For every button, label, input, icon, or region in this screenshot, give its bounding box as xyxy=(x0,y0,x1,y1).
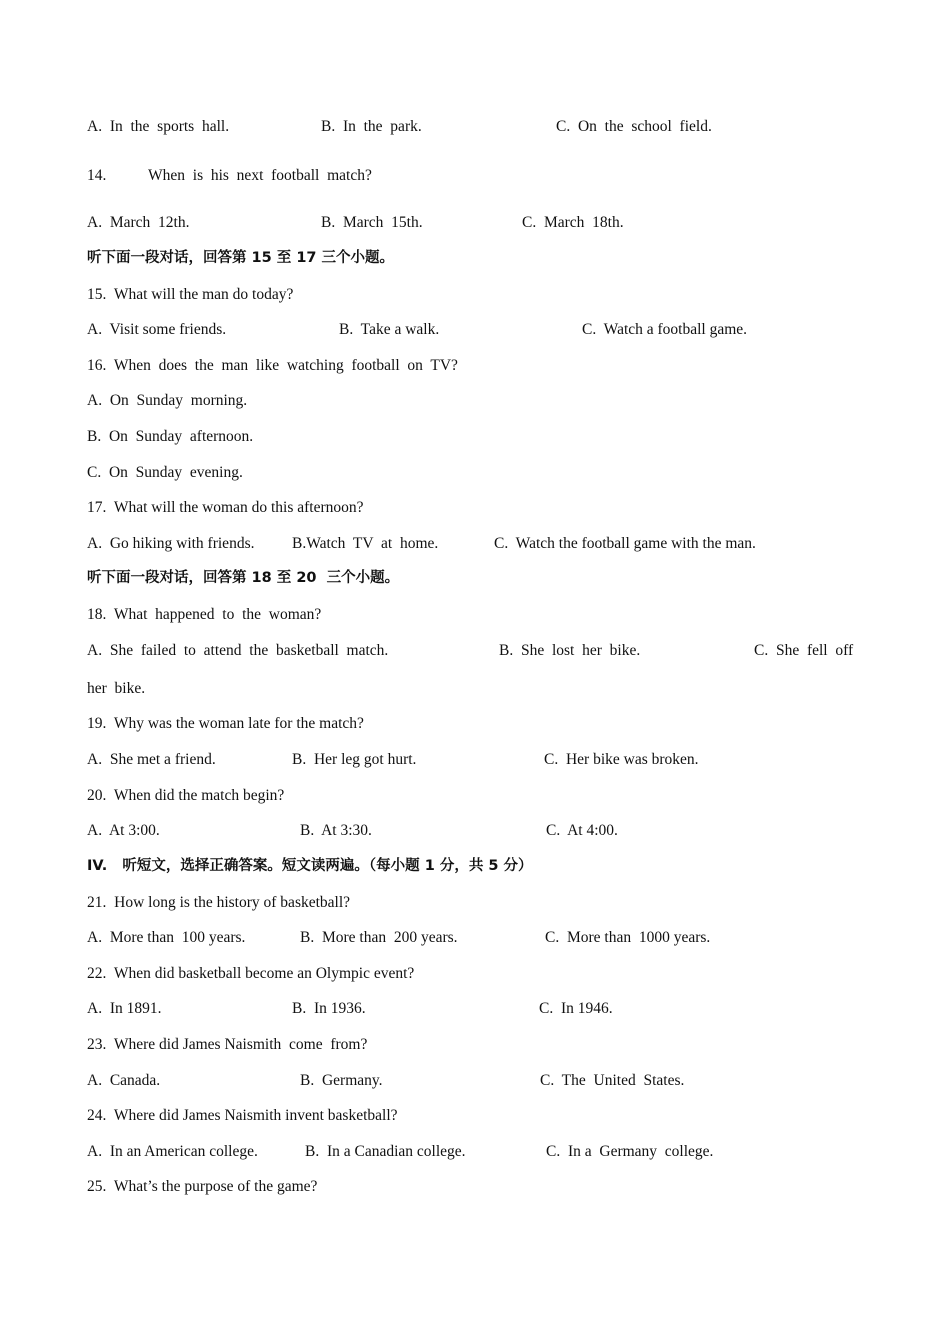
q24-question: 24. Where did James Naismith invent basketball? xyxy=(87,1107,398,1124)
q14-option-c: C. March 18th. xyxy=(522,214,624,231)
q13-option-b: B. In the park. xyxy=(321,118,422,135)
q17-option-c: C. Watch the football game with the man. xyxy=(494,535,756,552)
q22-option-b: B. In 1936. xyxy=(292,1000,366,1017)
q22-option-a: A. In 1891. xyxy=(87,1000,162,1017)
q21-option-c: C. More than 1000 years. xyxy=(545,929,711,946)
q24-option-a: A. In an American college. xyxy=(87,1143,258,1160)
q20-option-b: B. At 3:30. xyxy=(300,822,372,839)
q21-option-b: B. More than 200 years. xyxy=(300,929,458,946)
q18-option-a: A. She failed to attend the basketball match. xyxy=(87,642,389,659)
q22-option-c: C. In 1946. xyxy=(539,1000,613,1017)
q16-option-c: C. On Sunday evening. xyxy=(87,464,243,481)
q17-question: 17. What will the woman do this afternoon? xyxy=(87,499,364,516)
q20-question: 20. When did the match begin? xyxy=(87,787,285,804)
q18-option-c-continued: her bike. xyxy=(87,680,146,697)
section-heading-18-20: 听下面一段对话，回答第 18 至 20 三个小题。 xyxy=(87,570,400,586)
q21-option-a: A. More than 100 years. xyxy=(87,929,246,946)
q20-option-c: C. At 4:00. xyxy=(546,822,618,839)
q25-question: 25. What’s the purpose of the game? xyxy=(87,1178,318,1195)
q17-option-a: A. Go hiking with friends. xyxy=(87,535,255,552)
q23-option-b: B. Germany. xyxy=(300,1072,383,1089)
q13-option-a: A. In the sports hall. xyxy=(87,118,230,135)
q14-question: When is his next football match? xyxy=(148,167,372,184)
q18-option-b: B. She lost her bike. xyxy=(499,642,641,659)
q19-option-c: C. Her bike was broken. xyxy=(544,751,699,768)
q14-number: 14. xyxy=(87,167,107,184)
q17-option-b: B.Watch TV at home. xyxy=(292,535,439,552)
q15-option-b: B. Take a walk. xyxy=(339,321,440,338)
q23-option-a: A. Canada. xyxy=(87,1072,161,1089)
q19-question: 19. Why was the woman late for the match? xyxy=(87,715,364,732)
q19-option-b: B. Her leg got hurt. xyxy=(292,751,417,768)
q24-option-c: C. In a Germany college. xyxy=(546,1143,714,1160)
q22-question: 22. When did basketball become an Olympic event? xyxy=(87,965,415,982)
q18-option-c: C. She fell off xyxy=(754,642,854,659)
q23-option-c: C. The United States. xyxy=(540,1072,685,1089)
q14-option-b: B. March 15th. xyxy=(321,214,423,231)
q13-option-c: C. On the school field. xyxy=(556,118,712,135)
q15-question: 15. What will the man do today? xyxy=(87,286,294,303)
q16-option-a: A. On Sunday morning. xyxy=(87,392,248,409)
q23-question: 23. Where did James Naismith come from? xyxy=(87,1036,368,1053)
q18-question: 18. What happened to the woman? xyxy=(87,606,322,623)
q16-question: 16. When does the man like watching football on TV? xyxy=(87,357,458,374)
q15-option-c: C. Watch a football game. xyxy=(582,321,748,338)
q15-option-a: A. Visit some friends. xyxy=(87,321,227,338)
q21-question: 21. How long is the history of basketball? xyxy=(87,894,351,911)
q14-option-a: A. March 12th. xyxy=(87,214,190,231)
q19-option-a: A. She met a friend. xyxy=(87,751,216,768)
section-heading-15-17: 听下面一段对话，回答第 15 至 17 三个小题。 xyxy=(87,250,395,266)
q20-option-a: A. At 3:00. xyxy=(87,822,160,839)
q24-option-b: B. In a Canadian college. xyxy=(305,1143,466,1160)
section-iv-heading: IV. 听短文，选择正确答案。短文读两遍。（每小题 1 分，共 5 分） xyxy=(87,858,533,874)
q16-option-b: B. On Sunday afternoon. xyxy=(87,428,254,445)
